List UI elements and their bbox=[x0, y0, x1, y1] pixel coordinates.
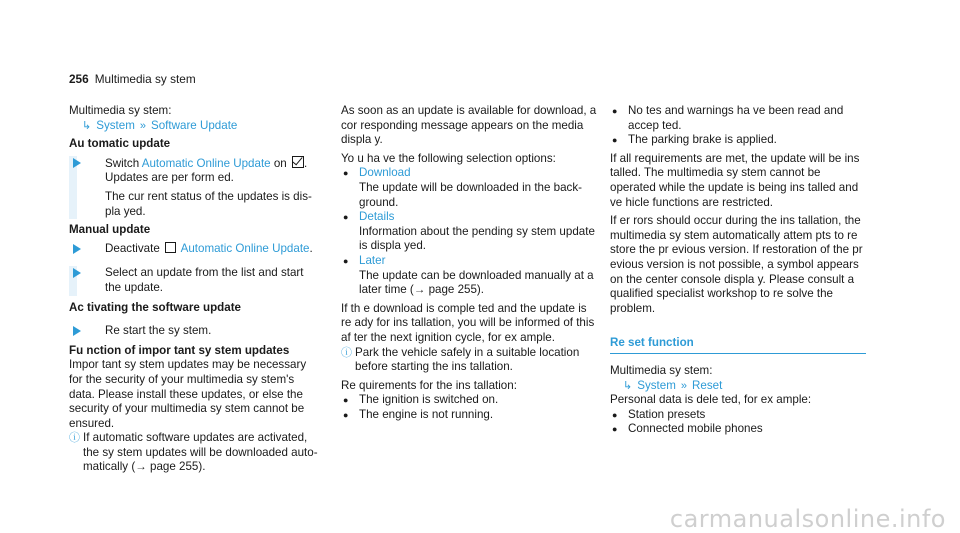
info-note bbox=[69, 431, 321, 475]
page-title: Multimedia sy stem bbox=[94, 72, 196, 86]
heading-automatic-update: Au tomatic update bbox=[69, 137, 171, 151]
column-1 bbox=[69, 104, 321, 475]
path-reset[interactable]: Reset bbox=[692, 378, 723, 392]
option-text: Information about the pending sy stem update is displa yed. bbox=[359, 224, 595, 253]
info-circle-icon: ⓘ bbox=[69, 432, 80, 445]
automatic-online-update-link[interactable]: Automatic Online Update bbox=[180, 241, 310, 255]
intro-text: Multimedia sy stem: bbox=[610, 363, 713, 377]
column-2 bbox=[341, 104, 597, 422]
list-item bbox=[341, 210, 597, 254]
paragraph: If th e download is comple ted and the update is re ady for ins tallation, you will be informed of this af ter the next ignition cycle, for ex ample. bbox=[341, 301, 595, 344]
list-item bbox=[341, 408, 597, 423]
bullet-icon: ● bbox=[612, 106, 618, 116]
option-text: The update can be downloaded manually at a later time (→ page 255). bbox=[359, 268, 594, 297]
paragraph: Re quirements for the ins tallation: bbox=[341, 378, 517, 392]
info-note bbox=[341, 346, 597, 375]
unchecked-box-icon bbox=[165, 242, 176, 253]
note-text: Park the vehicle safely in a suitable location before starting the ins tallation. bbox=[355, 345, 580, 374]
paragraph: As soon as an update is available for download, a cor responding message appears on the media displa y. bbox=[341, 104, 597, 147]
step-text: Select an update from the list and start the update. bbox=[105, 266, 304, 294]
heading-activating: Ac tivating the software update bbox=[69, 300, 241, 314]
play-triangle-icon bbox=[73, 244, 81, 254]
heading-function: Fu nction of impor tant sy stem updates bbox=[69, 343, 290, 357]
path-system[interactable]: System bbox=[637, 378, 676, 392]
step-switch: Switch Automatic Online Update on . Updates are per form ed. The cur rent status of the updates is dis‐ pla yed. bbox=[69, 156, 321, 219]
function-paragraph: Impor tant sy stem updates may be necessary for the security of your multimedia sy stem's data. Please install these updates, or else the security of your multimedia sy stem cannot be ensured. bbox=[69, 358, 307, 430]
option-later[interactable]: Later bbox=[359, 253, 386, 267]
list-text: The parking brake is applied. bbox=[628, 133, 777, 147]
list-item bbox=[610, 422, 866, 437]
step-result: Updates are per form ed. bbox=[105, 171, 234, 185]
path-software-update[interactable]: Software Update bbox=[151, 118, 238, 132]
list-text: Station presets bbox=[628, 407, 706, 421]
list-item bbox=[610, 104, 866, 133]
step-text: . bbox=[309, 241, 313, 255]
bullet-icon: ● bbox=[612, 135, 618, 146]
list-text: The engine is not running. bbox=[359, 407, 494, 421]
list-text: No tes and warnings ha ve been read and accep ted. bbox=[628, 104, 844, 132]
heading-manual-update: Manual update bbox=[69, 223, 151, 237]
menu-path bbox=[82, 119, 321, 134]
list-text: Connected mobile phones bbox=[628, 422, 763, 436]
option-details[interactable]: Details bbox=[359, 210, 395, 224]
step-text: Re start the sy stem. bbox=[105, 324, 212, 338]
step-text: Deactivate bbox=[105, 241, 163, 255]
step-select-update bbox=[69, 266, 321, 295]
menu-path bbox=[623, 379, 866, 394]
bullet-icon: ● bbox=[343, 409, 349, 420]
list-item bbox=[341, 254, 597, 298]
step-restart bbox=[69, 324, 321, 339]
return-arrow-icon: ↳ bbox=[623, 379, 633, 392]
play-triangle-icon bbox=[73, 158, 81, 168]
double-chevron-icon: » bbox=[139, 119, 146, 132]
bullet-icon: ● bbox=[612, 424, 618, 435]
double-chevron-icon: » bbox=[680, 379, 687, 392]
column-3 bbox=[610, 104, 866, 437]
play-triangle-icon bbox=[73, 268, 81, 278]
bullet-icon: ● bbox=[343, 168, 349, 179]
play-triangle-icon bbox=[73, 326, 81, 336]
bullet-icon: ● bbox=[343, 255, 349, 266]
step-info: The cur rent status of the updates is dis‐ pla yed. bbox=[105, 189, 312, 218]
paragraph: Personal data is dele ted, for ex ample: bbox=[610, 393, 812, 407]
paragraph: Yo u ha ve the following selection options: bbox=[341, 151, 556, 165]
path-system[interactable]: System bbox=[96, 118, 135, 132]
list-item bbox=[341, 166, 597, 210]
page-header bbox=[69, 72, 196, 87]
step-text: Switch bbox=[105, 156, 142, 170]
note-text: If automatic software updates are activated, the sy stem updates will be downloaded auto‐ matically (→ page 255). bbox=[83, 431, 318, 474]
info-circle-icon: ⓘ bbox=[341, 346, 352, 359]
option-text: The update will be downloaded in the back‐ ground. bbox=[359, 180, 583, 209]
paragraph: If all requirements are met, the update will be ins talled. The multimedia sy stem cannot be operated while the update is being ins talled and ve hicle functions are restricted. bbox=[610, 151, 860, 209]
list-item bbox=[610, 408, 866, 423]
watermark: carmanualsonline.info bbox=[669, 505, 946, 533]
step-deactivate bbox=[69, 242, 321, 257]
intro-text: Multimedia sy stem: bbox=[69, 104, 172, 117]
list-text: The ignition is switched on. bbox=[359, 393, 499, 407]
automatic-online-update-link[interactable]: Automatic Online Update bbox=[141, 156, 271, 170]
section-heading-reset: Re set function bbox=[610, 336, 866, 354]
bullet-icon: ● bbox=[343, 395, 349, 406]
step-text: on bbox=[270, 156, 290, 170]
bullet-icon: ● bbox=[343, 212, 349, 223]
list-item bbox=[341, 393, 597, 408]
option-download[interactable]: Download bbox=[359, 166, 411, 180]
list-item bbox=[610, 133, 866, 148]
checked-box-icon bbox=[292, 156, 304, 168]
page-number: 256 bbox=[69, 72, 89, 86]
return-arrow-icon: ↳ bbox=[82, 119, 92, 132]
bullet-icon: ● bbox=[612, 409, 618, 420]
paragraph: If er rors should occur during the ins tallation, the multimedia sy stem automatically attem pts to re store the pr evious version. If restoration of the pr evious version is not possible, a symbol appears on the center console displa y. Please consult a qualified specialist workshop to re solve the problem. bbox=[610, 214, 863, 315]
